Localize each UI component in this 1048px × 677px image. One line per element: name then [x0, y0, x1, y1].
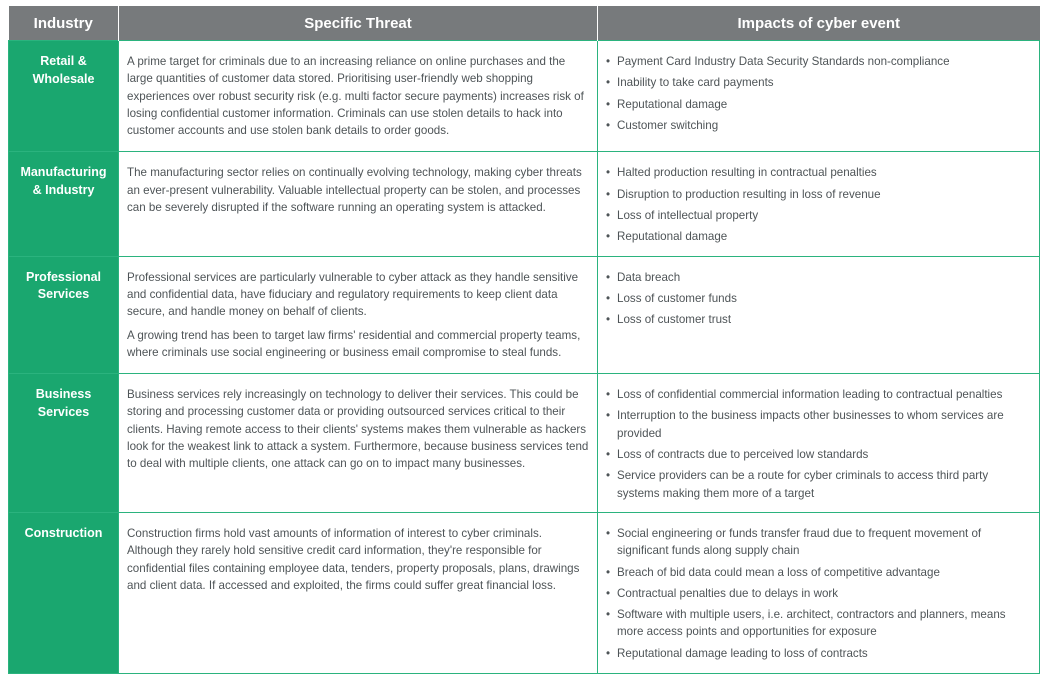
impacts-list — [606, 53, 1031, 134]
impact-item: • Loss of intellectual property — [606, 207, 1031, 224]
impact-item: • Loss of customer funds — [606, 290, 1031, 307]
impact-item: • Reputational damage leading to loss of contracts — [606, 645, 1031, 662]
impacts-list — [606, 164, 1031, 245]
threat-paragraph: Business services rely increasingly on technology to deliver their services. This could be storing and processing customer data or providing outsourced services critical to their clients. Having remote access to their clients' systems makes them vulnerable as hackers look for the weakest link to attack a system. Furthermore, because business services tend to deal with multiple clients, one attack can go on to impact many businesses. — [127, 388, 589, 471]
impacts-cell — [598, 152, 1040, 256]
header-impacts: Impacts of cyber event — [598, 6, 1040, 41]
industry-cell: Professional Services — [9, 256, 119, 373]
cyber-threat-table — [8, 6, 1040, 674]
impact-item: • Software with multiple users, i.e. architect, contractors and planners, means more access points and opportunities for exposure — [606, 606, 1031, 641]
header-specific-threat: Specific Threat — [119, 6, 598, 41]
impact-item: • Inability to take card payments — [606, 74, 1031, 91]
impact-item: • Loss of contracts due to perceived low standards — [606, 446, 1031, 463]
industry-cell: Retail & Wholesale — [9, 41, 119, 152]
impacts-list — [606, 525, 1031, 662]
impact-item: • Halted production resulting in contractual penalties — [606, 164, 1031, 181]
impact-item: • Service providers can be a route for cyber criminals to access third party systems making them more of a target — [606, 467, 1031, 502]
impact-item: • Payment Card Industry Data Security Standards non-compliance — [606, 53, 1031, 70]
table-row — [9, 152, 1040, 256]
industry-cell: Manufacturing & Industry — [9, 152, 119, 256]
impact-item: • Loss of customer trust — [606, 311, 1031, 328]
table-row — [9, 512, 1040, 673]
threat-cell — [119, 41, 598, 152]
threat-cell — [119, 374, 598, 513]
impact-item: • Disruption to production resulting in loss of revenue — [606, 186, 1031, 203]
table-row — [9, 256, 1040, 373]
impact-item: • Interruption to the business impacts other businesses to whom services are provided — [606, 407, 1031, 442]
table-row — [9, 374, 1040, 513]
threat-cell — [119, 256, 598, 373]
impact-item: • Contractual penalties due to delays in work — [606, 585, 1031, 602]
impacts-cell — [598, 256, 1040, 373]
impact-item: • Loss of confidential commercial information leading to contractual penalties — [606, 386, 1031, 403]
industry-cell: Business Services — [9, 374, 119, 513]
impacts-cell — [598, 41, 1040, 152]
impacts-list — [606, 386, 1031, 502]
threat-paragraph: A growing trend has been to target law firms' residential and commercial property teams, where criminals use social engineering or business email compromise to steal funds. — [127, 328, 581, 359]
header-row — [9, 6, 1040, 41]
impact-item: • Reputational damage — [606, 228, 1031, 245]
impact-item: • Customer switching — [606, 117, 1031, 134]
threat-paragraph: Construction firms hold vast amounts of information of interest to cyber criminals. Although they rarely hold sensitive credit card information, they're responsible for confidential files containing employee data, tenders, property proposals, plans, drawings and client data. If accessed and exploited, the firms could suffer great financial loss. — [127, 526, 580, 592]
threat-paragraph: Professional services are particularly vulnerable to cyber attack as they handle sensitive and confidential data, have fiduciary and regulatory requirements to keep client data secure, and handle money on behalf of clients. — [127, 270, 579, 319]
header-industry: Industry — [9, 6, 119, 41]
impacts-cell — [598, 374, 1040, 513]
impact-item: • Social engineering or funds transfer fraud due to frequent movement of significant funds along supply chain — [606, 525, 1031, 560]
threat-paragraph: The manufacturing sector relies on continually evolving technology, making cyber threats an ever-present vulnerability. Valuable intellectual property can be stolen, and processes can be severely disrupted if the software running an operating system is attacked. — [127, 166, 582, 215]
impact-item: • Breach of bid data could mean a loss of competitive advantage — [606, 564, 1031, 581]
impacts-cell — [598, 512, 1040, 673]
industry-cell: Construction — [9, 512, 119, 673]
table-row — [9, 41, 1040, 152]
impact-item: • Data breach — [606, 269, 1031, 286]
threat-cell — [119, 512, 598, 673]
threat-cell — [119, 152, 598, 256]
threat-paragraph: A prime target for criminals due to an increasing reliance on online purchases and the large quantities of customer data stored. Prioritising user-friendly web shopping experiences over robust security risk (e.g. multi factor secure payments) increases risk of losing confidential customer information. Criminals can use stolen details to hack into customer accounts and use stolen bank details to order goods. — [127, 55, 584, 138]
impact-item: • Reputational damage — [606, 96, 1031, 113]
impacts-list — [606, 269, 1031, 329]
